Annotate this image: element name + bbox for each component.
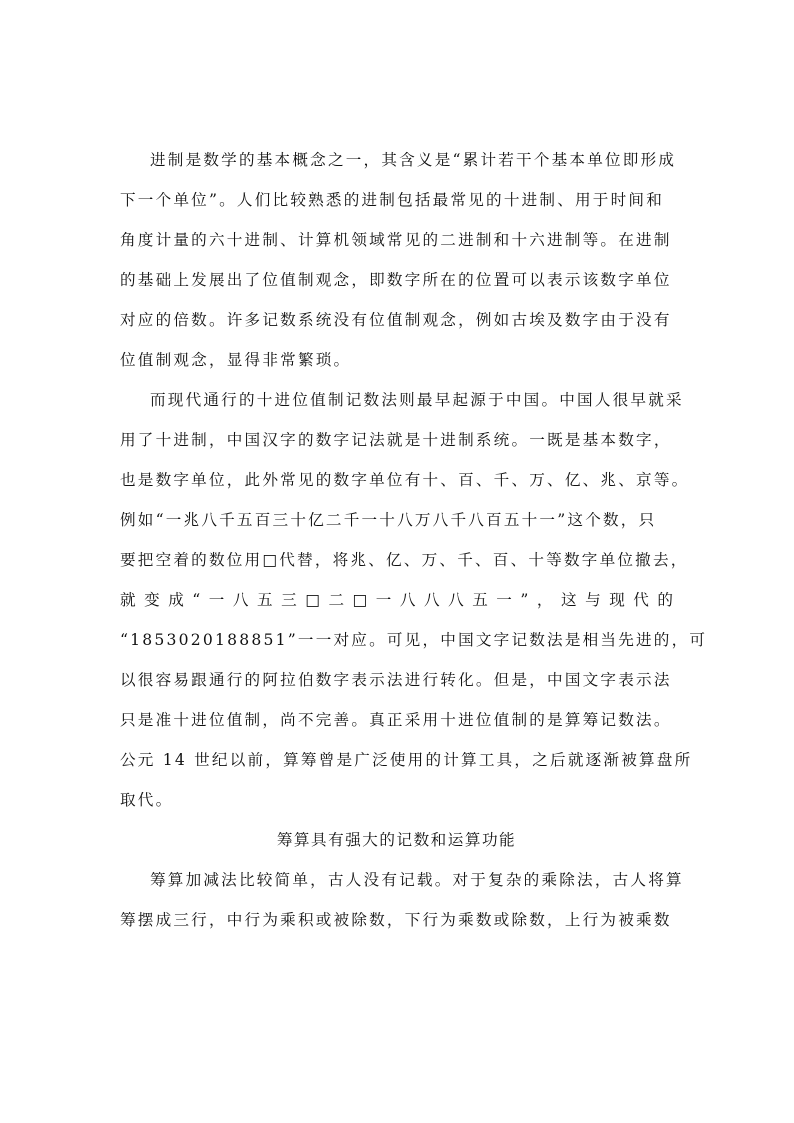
paragraph-3-line-2: 筹摆成三行，中行为乘积或被除数，下行为乘数或除数，上行为被乘数 xyxy=(120,911,672,929)
paragraph-3-line-1: 筹算加减法比较简单，古人没有记载。对于复杂的乘除法，古人将算 xyxy=(150,871,684,889)
paragraph-2-line-8: 以很容易跟通行的阿拉伯数字表示法进行转化。但是，中国文字表示法 xyxy=(120,671,672,689)
paragraph-2-line-1: 而现代通行的十进位值制记数法则最早起源于中国。中国人很早就采 xyxy=(150,391,684,409)
paragraph-2-line-3: 也是数字单位，此外常见的数字单位有十、百、千、万、亿、兆、京等。 xyxy=(120,471,690,489)
paragraph-1-line-6: 位值制观念，显得非常繁琐。 xyxy=(120,351,352,369)
section-heading: 筹算具有强大的记数和运算功能 xyxy=(276,831,517,849)
paragraph-2-line-9: 只是准十进位值制，尚不完善。真正采用十进位值制的是算筹记数法。 xyxy=(120,711,672,729)
paragraph-2-line-10: 公元 14 世纪以前，算筹曾是广泛使用的计算工具，之后就逐渐被算盘所 xyxy=(120,751,693,769)
paragraph-1-line-5: 对应的倍数。许多记数系统没有位值制观念，例如古埃及数字由于没有 xyxy=(120,311,672,329)
paragraph-2-line-4: 例如“一兆八千五百三十亿二千一十八万八千八百五十一”这个数，只 xyxy=(120,511,657,529)
paragraph-2-line-7: “1853020188851”一一对应。可见，中国文字记数法是相当先进的，可 xyxy=(120,631,708,649)
paragraph-1-line-1: 进制是数学的基本概念之一，其含义是“累计若干个基本单位即形成 xyxy=(150,151,677,169)
paragraph-1-line-3: 角度计量的六十进制、计算机领域常见的二进制和十六进制等。在进制 xyxy=(120,231,672,249)
paragraph-2-line-5: 要把空着的数位用□代替，将兆、亿、万、千、百、十等数字单位撤去， xyxy=(120,551,689,569)
paragraph-2-line-6: 就变成“一八五三□二□一八八八五一”，这与现代的 xyxy=(120,591,673,609)
paragraph-2-line-11: 取代。 xyxy=(120,791,174,809)
paragraph-1-line-4: 的基础上发展出了位值制观念，即数字所在的位置可以表示该数字单位 xyxy=(120,271,672,289)
paragraph-2-line-2: 用了十进制，中国汉字的数字记法就是十进制系统。一既是基本数字， xyxy=(120,431,672,449)
paragraph-1-line-2: 下一个单位”。人们比较熟悉的进制包括最常见的十进制、用于时间和 xyxy=(120,191,664,209)
